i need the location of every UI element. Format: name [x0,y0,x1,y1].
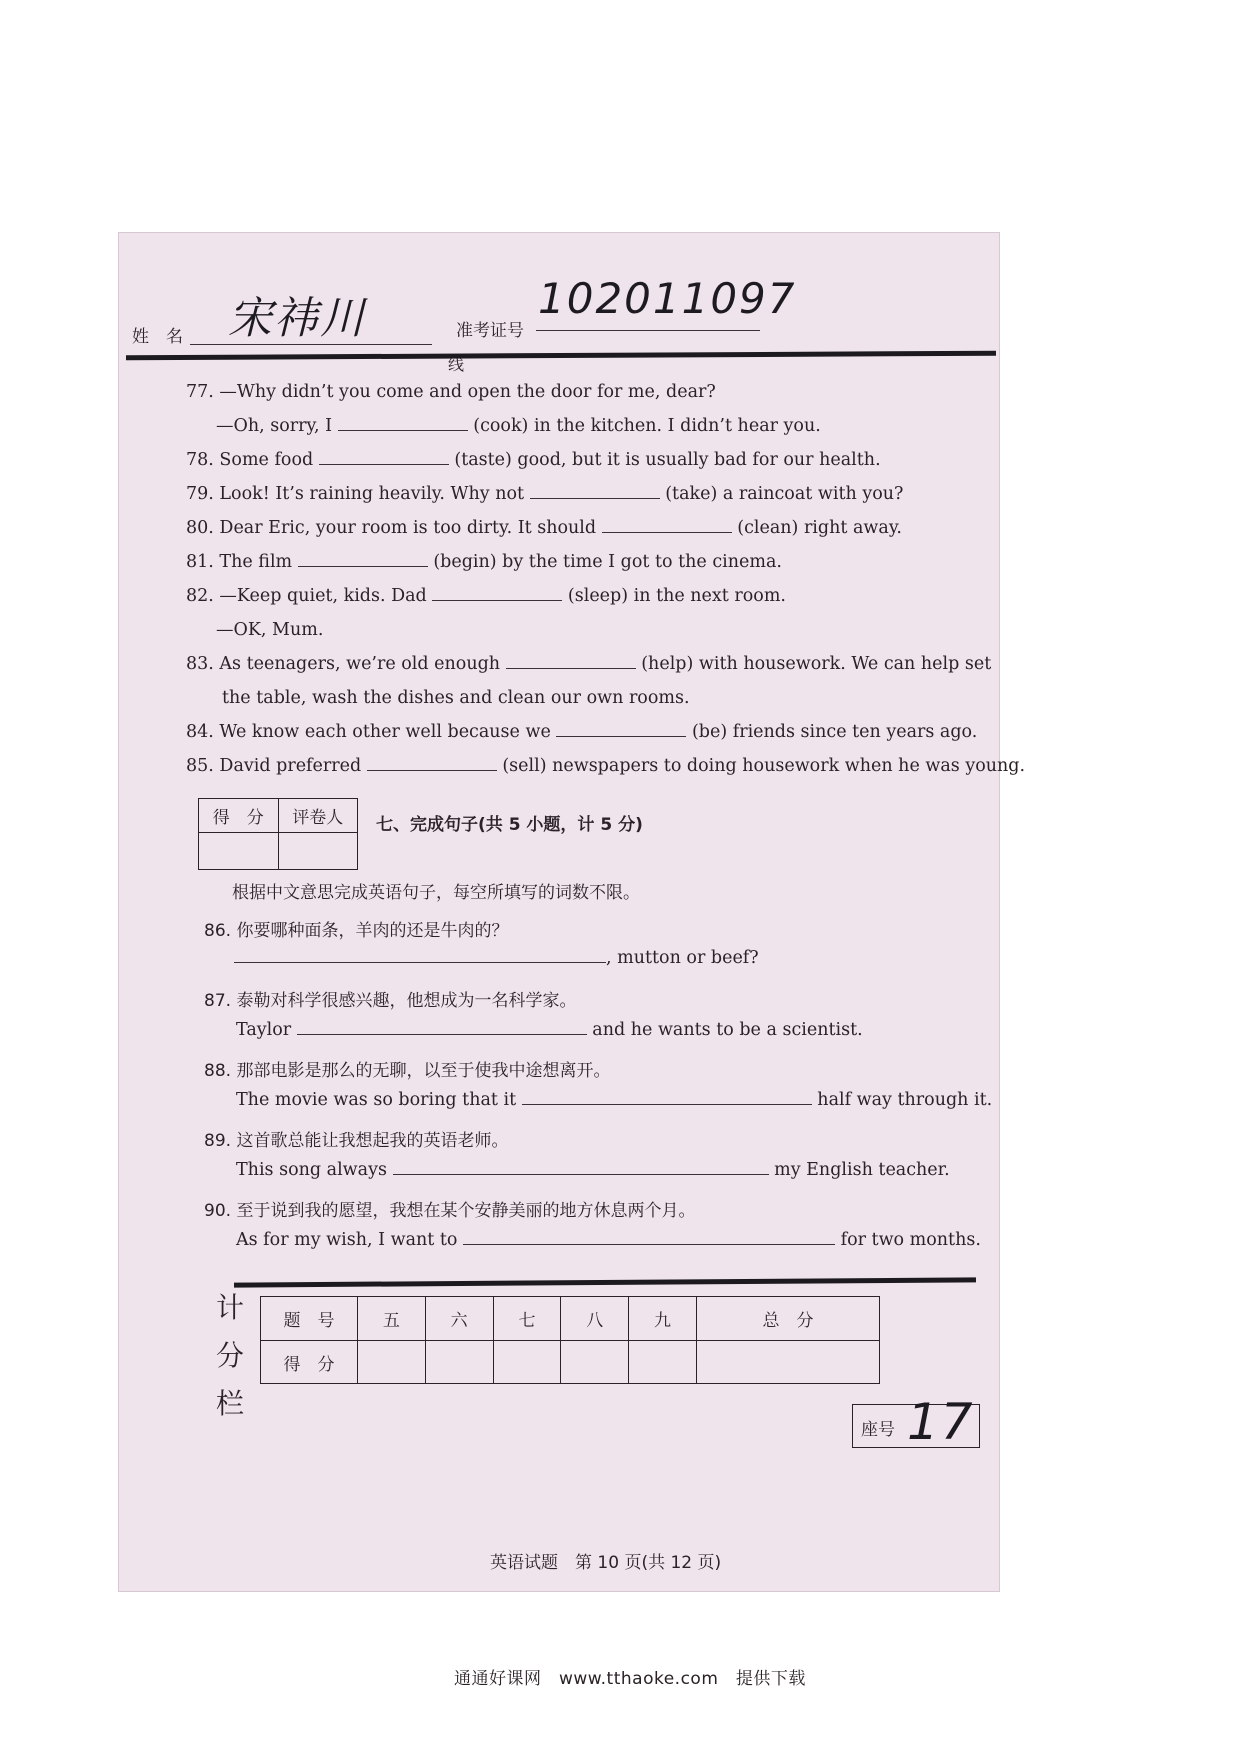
question-88-english: The movie was so boring that it half way through it. [236,1090,993,1110]
question-83-line2: the table, wash the dishes and clean our own rooms. [222,688,690,708]
answer-blank-84[interactable] [556,722,686,737]
section-7-instruction: 根据中文意思完成英语句子，每空所填写的词数不限。 [232,883,640,903]
section-end-line [234,1277,976,1287]
name-label: 姓 名 [132,327,183,347]
tally-header-7: 七 [493,1297,561,1341]
question-87-english: Taylor and he wants to be a scientist. [236,1020,863,1040]
tally-score-9[interactable] [629,1341,697,1384]
score-box-score-cell[interactable] [199,833,279,870]
site-credit: 通通好课网 www.tthaoke.com 提供下载 [454,1669,806,1689]
exam-id-handwriting: 102011097 [538,274,797,323]
tally-header-question: 题 号 [261,1297,358,1341]
question-90-english: As for my wish, I want to for two months. [236,1230,981,1250]
tally-header-total: 总 分 [696,1297,879,1341]
question-77-line1: 77. —Why didn’t you come and open the door for me, dear? [186,382,716,402]
question-82-line2: —OK, Mum. [216,620,324,640]
question-86-english: , mutton or beef? [234,948,759,968]
question-87-chinese: 87. 泰勒对科学很感兴趣，他想成为一名科学家。 [204,991,577,1011]
tally-header-9: 九 [629,1297,697,1341]
tally-header-6: 六 [425,1297,493,1341]
exam-id-underline [536,330,760,331]
tally-score-6[interactable] [425,1341,493,1384]
question-84: 84. We know each other well because we (be) friends since ten years ago. [186,722,978,742]
cut-line-label: 线 [448,355,465,374]
tally-score-8[interactable] [561,1341,629,1384]
score-box-score-label: 得 分 [199,799,279,833]
question-81: 81. The film (begin) by the time I got to the cinema. [186,552,782,572]
exam-sheet [118,232,1026,1592]
tally-score-5[interactable] [358,1341,426,1384]
answer-blank-87[interactable] [297,1020,587,1035]
tally-side-label: 计 分 栏 [215,1291,244,1420]
score-box-grader-cell[interactable] [278,833,358,870]
answer-blank-78[interactable] [319,450,449,465]
page-footer: 英语试题 第 10 页(共 12 页) [490,1553,722,1573]
answer-blank-79[interactable] [530,484,660,499]
question-77-line2: —Oh, sorry, I (cook) in the kitchen. I didn’t hear you. [216,416,821,436]
score-tally-table [260,1296,880,1384]
question-90-chinese: 90. 至于说到我的愿望，我想在某个安静美丽的地方休息两个月。 [204,1201,696,1221]
score-box-grader-label: 评卷人 [278,799,358,833]
answer-blank-77[interactable] [338,416,468,431]
answer-blank-90[interactable] [463,1230,835,1245]
exam-id-label: 准考证号 [456,321,524,341]
answer-blank-89[interactable] [393,1160,769,1175]
answer-blank-85[interactable] [367,756,497,771]
question-89-chinese: 89. 这首歌总能让我想起我的英语老师。 [204,1131,509,1151]
question-82-line1: 82. —Keep quiet, kids. Dad (sleep) in the next room. [186,586,786,606]
seat-number-handwriting: 17 [907,1393,975,1451]
tally-score-7[interactable] [493,1341,561,1384]
question-83-line1: 83. As teenagers, we’re old enough (help) with housework. We can help set [186,654,992,674]
answer-blank-81[interactable] [298,552,428,567]
tally-row-label: 得 分 [261,1341,358,1384]
answer-blank-80[interactable] [602,518,732,533]
name-handwriting: 宋祎川 [228,293,366,344]
answer-blank-86[interactable] [234,948,606,963]
section-7-title: 七、完成句子(共 5 小题，计 5 分) [376,815,643,835]
question-78: 78. Some food (taste) good, but it is usually bad for our health. [186,450,881,470]
seat-number-label: 座号 [861,1420,895,1440]
tally-header-5: 五 [358,1297,426,1341]
question-85: 85. David preferred (sell) newspapers to doing housework when he was young. [186,756,1026,776]
question-89-english: This song always my English teacher. [236,1160,950,1180]
cut-line [126,351,996,361]
answer-blank-82[interactable] [432,586,562,601]
seat-number-box [852,1393,980,1451]
answer-blank-88[interactable] [522,1090,812,1105]
question-86-chinese: 86. 你要哪种面条，羊肉的还是牛肉的？ [204,921,509,941]
answer-blank-83[interactable] [506,654,636,669]
question-79: 79. Look! It’s raining heavily. Why not (take) a raincoat with you? [186,484,904,504]
question-80: 80. Dear Eric, your room is too dirty. It should (clean) right away. [186,518,902,538]
name-underline [190,344,432,345]
tally-score-total[interactable] [696,1341,879,1384]
question-88-chinese: 88. 那部电影是那么的无聊，以至于使我中途想离开。 [204,1061,611,1081]
section-score-box [198,798,358,870]
tally-header-8: 八 [561,1297,629,1341]
